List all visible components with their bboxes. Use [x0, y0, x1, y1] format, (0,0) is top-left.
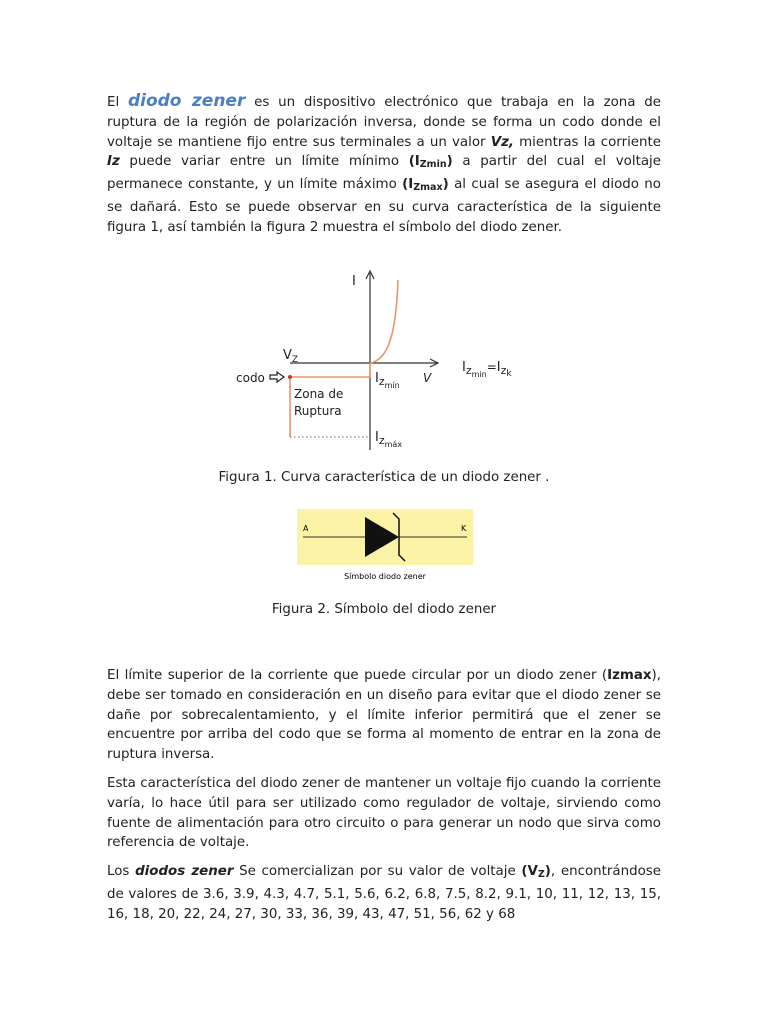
anode-label: A: [303, 524, 309, 533]
text: (I: [408, 154, 420, 170]
term-vz: Vz,: [490, 134, 514, 150]
knee-point: [288, 375, 292, 379]
subscript: Z: [291, 355, 299, 365]
subscript: z: [500, 364, 507, 377]
vz-label: [283, 348, 298, 365]
subscript: Zmax: [413, 182, 443, 194]
text: ): [544, 864, 551, 879]
term-izmin: [409, 154, 453, 169]
figure2-caption: Figura 2. Símbolo del diodo zener: [271, 602, 497, 617]
zona-label-line2: Ruptura: [294, 404, 342, 418]
subscript: Zmin: [419, 159, 447, 171]
text: I: [496, 360, 501, 375]
text: puede variar entre un límite mínimo: [119, 154, 409, 170]
text: =: [486, 360, 497, 374]
subscript: z: [378, 375, 385, 388]
izmin-equals-izk-label: [462, 360, 512, 379]
text: I: [375, 371, 379, 386]
figure1-caption: Figura 1. Curva característica de un diodo zener .: [218, 470, 550, 485]
text: ): [442, 177, 449, 193]
subscript: mín: [384, 381, 400, 390]
text: ): [446, 154, 453, 170]
text: Los: [107, 864, 136, 879]
subscript: k: [506, 369, 512, 379]
intro-paragraph: [107, 92, 661, 238]
cathode-label: K: [461, 524, 467, 533]
axis-label-v: V: [423, 371, 432, 385]
regulator-paragraph: Esta característica del diodo zener de mantener un voltaje fijo cuando la corriente varía, lo hace útil para ser utilizado como regulador de voltaje, sirviendo como fuente de alimentación para otro circuito o para generar un nodo que sirva como referencia de voltaje.: [107, 776, 661, 851]
izmax-label: [375, 430, 402, 449]
text: al cual se asegura el diodo no se dañará. Esto se puede observar en su curva característica de la siguiente figura 1, así también la figura 2 muestra el símbolo del diodo zener.: [107, 177, 661, 235]
text: , encontrándose de valores de 3.6, 3.9, 4.3, 4.7, 5.1, 5.6, 6.2, 6.8, 7.5, 8.2, 9.1, 10, 11, 12, 13, 15, 16, 18, 20, 22, 24, 27, 30, 33, 36, 39, 43, 47, 51, 56, 62 y 68: [107, 864, 661, 922]
text: I: [375, 430, 379, 445]
subscript: z: [378, 434, 385, 447]
highlight-diodo-zener: diodo zener: [127, 91, 246, 111]
forward-curve: [370, 280, 398, 363]
text: mientras la corriente: [513, 134, 662, 150]
axis-label-i: I: [352, 274, 356, 289]
subscript: Z: [537, 869, 545, 880]
subscript: máx: [384, 440, 403, 449]
term-izmax: [402, 177, 449, 192]
text: (V: [521, 864, 538, 879]
subscript: z: [465, 364, 472, 377]
values-paragraph: [107, 862, 661, 924]
text: I: [462, 360, 466, 375]
figure-characteristic-curve: [230, 265, 550, 455]
codo-label: codo: [236, 371, 265, 385]
text: (I: [402, 177, 414, 193]
term-iz: Iz: [107, 154, 120, 170]
codo-arrow-icon: [270, 372, 284, 382]
zona-label-line1: Zona de: [294, 387, 344, 401]
subscript: min: [471, 370, 487, 379]
text: a partir del cual el voltaje permanece constante, y un límite máximo: [107, 154, 661, 193]
term-diodos-zener: diodos zener: [135, 864, 234, 879]
text: ), debe ser tomado en consideración en un diseño para evitar que el diodo zener se dañe por sobrecalentamiento, y el límite inferior permitirá que el zener se encuentre por arriba del codo que se forma al momento de entrar en la zona de ruptura inversa.: [107, 668, 661, 763]
text: es un dispositivo electrónico que trabaja en la zona de ruptura de la región de polarización inversa, donde se forma un codo donde el voltaje se mantiene fijo entre sus terminales a un valor: [107, 95, 661, 150]
text: El límite superior de la corriente que puede circular por un diodo zener (: [107, 668, 608, 683]
text: Se comercializan por su valor de voltaje: [233, 864, 522, 879]
izmin-label: [375, 371, 400, 390]
text: V: [283, 348, 292, 363]
figure-zener-symbol: [295, 507, 475, 587]
term-vz: [521, 864, 551, 879]
symbol-label: Símbolo diodo zener: [344, 572, 426, 581]
text: El: [107, 95, 128, 110]
upper-limit-paragraph: [107, 666, 661, 765]
term-izmax: Izmax: [607, 668, 652, 683]
